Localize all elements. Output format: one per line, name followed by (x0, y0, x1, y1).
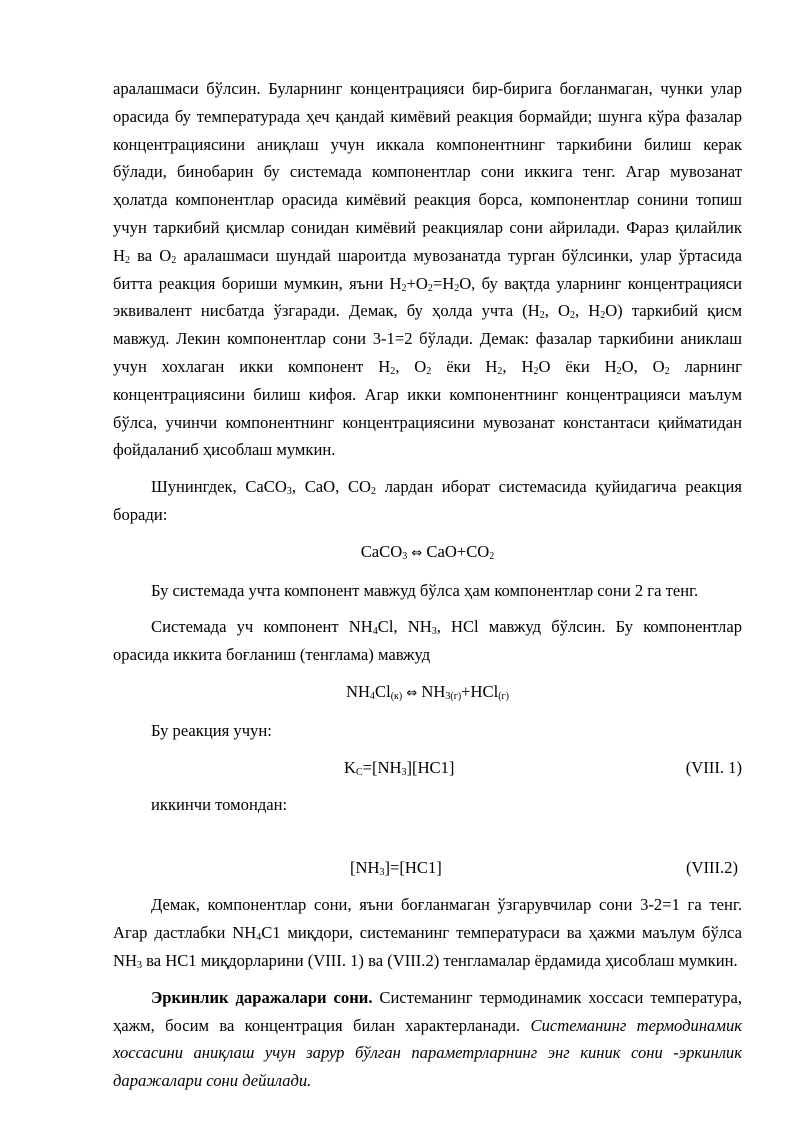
equation-number: (VIII. 1) (685, 757, 742, 777)
equilibrium-arrow-icon: ⇔ (406, 685, 418, 701)
paragraph-degrees-of-freedom: Эркинлик даражалари сони. Системанинг термодинамик хоссаси температура, ҳажм, босим ва концентрация билан характерланади. Системанинг термодинамик хоссасини аниқлаш учун зарур бўлган параметрларнинг энг киник сони -эркинлик даражалари сони дейилади. (113, 987, 743, 1091)
section-heading: Эркинлик даражалари сони. (151, 987, 373, 1007)
equation-caco3: CaCO$_3$ ⇔ $CaO+CO_2$ (360, 541, 495, 562)
equation-nh4cl: $NH_4Cl_{(к)}$ ⇔ $NH_{3(г)}+HCl_{(г)}$ (346, 681, 509, 702)
equation-concentration-equality (113, 854, 742, 882)
definition-text: Системанинг термодинамик хоссасини аниқлаш учун зарур бўлган параметрларнинг энг киник сони -эркинлик даражалари сони дейилади. (113, 1015, 743, 1091)
equation-kc (113, 754, 742, 782)
paragraph-caco3-system: Шунингдек, CaCO$_3$, CaO, $CO_2$ лардан иборат системасида қуйидагича реакция боради: (113, 477, 742, 524)
paragraph-second-side: иккинчи томондан: (151, 794, 288, 814)
document-page (113, 75, 742, 1095)
paragraph-reaction-intro: Бу реакция учун: (151, 720, 272, 740)
paragraph-components-h2-o2: аралашмаси бўлсин. Буларнинг концентрацияси бир-бирига боғланмаган, чунки улар орасида бу температурада ҳеч қандай кимёвий реакция бормайди; шунга кўра фазалар концентрациясини аниқлаш учун иккала компонентнинг таркибини билиш керак бўлади, бинобарин бу системада компонентлар сони иккига тенг. Агар мувозанат ҳолатда компонентлар орасида кимёвий реакция борса, компонентлар сонини топиш учун таркибий қисмлар сонидан кимёвий реакциялар сони айрилади. Фараз қилайлик $H_2$ ва $O_2$ аралашмаси шундай шароитда мувозанатда турган бўлсинки, улар ўртасида битта реакция бориши мумкин, яъни $H_2+O_2=H_2O$, бу вақтда уларнинг концентрацияси эквивалент нисбатда ўзгаради. Демак, бу ҳолда учта ($H_2$, $O_2$, $H_2O$) таркибий қисм мавжуд. Лекин компонентлар сони 3-1=2 бўлади. Демак: фазалар таркибини аниклаш учун хохлаган икки компонент $H_2$, $O_2$ ёки $H_2$, $H_2O$ ёки $H_2O$, $O_2$ ларнинг концентрациясини билиш кифоя. Агар икки компонентнинг концентрацияси маълум бўлса, учинчи компонентнинг концентрациясини мувозанат константаси қийматидан фойдаланиб ҳисоблаш мумкин. (113, 79, 743, 460)
paragraph-nh4cl-system: Системада уч компонент $NH_4Cl$, $NH_3$, HCl мавжуд бўлсин. Бу компонентлар орасида иккита боғланиш (тенглама) мавжуд (113, 617, 742, 665)
equilibrium-arrow-icon: ⇔ (411, 545, 423, 561)
paragraph-component-count: Бу системада учта компонент мавжуд бўлса ҳам компонентлар сони 2 га тенг. (151, 580, 699, 600)
equation-concentration-expression: $[NH_3]=[HC1]$ (350, 858, 442, 879)
equation-kc-expression: $K_C=[NH_3][HC1]$ (344, 757, 455, 778)
paragraph-independent-variables: Демак, компонентлар сони, яъни боғланмаган ўзгарувчилар сони 3-2=1 га тенг. Агар дастлабки $NH_4C1$ миқдори, системанинг температураси ва ҳажми маълум бўлса $NH_3$ ва HC1 миқдорларини (VIII. 1) ва (VIII.2) тенгламалар ёрдамида ҳисоблаш мумкин. (113, 895, 742, 971)
equation-number: (VIII.2) (685, 858, 738, 878)
